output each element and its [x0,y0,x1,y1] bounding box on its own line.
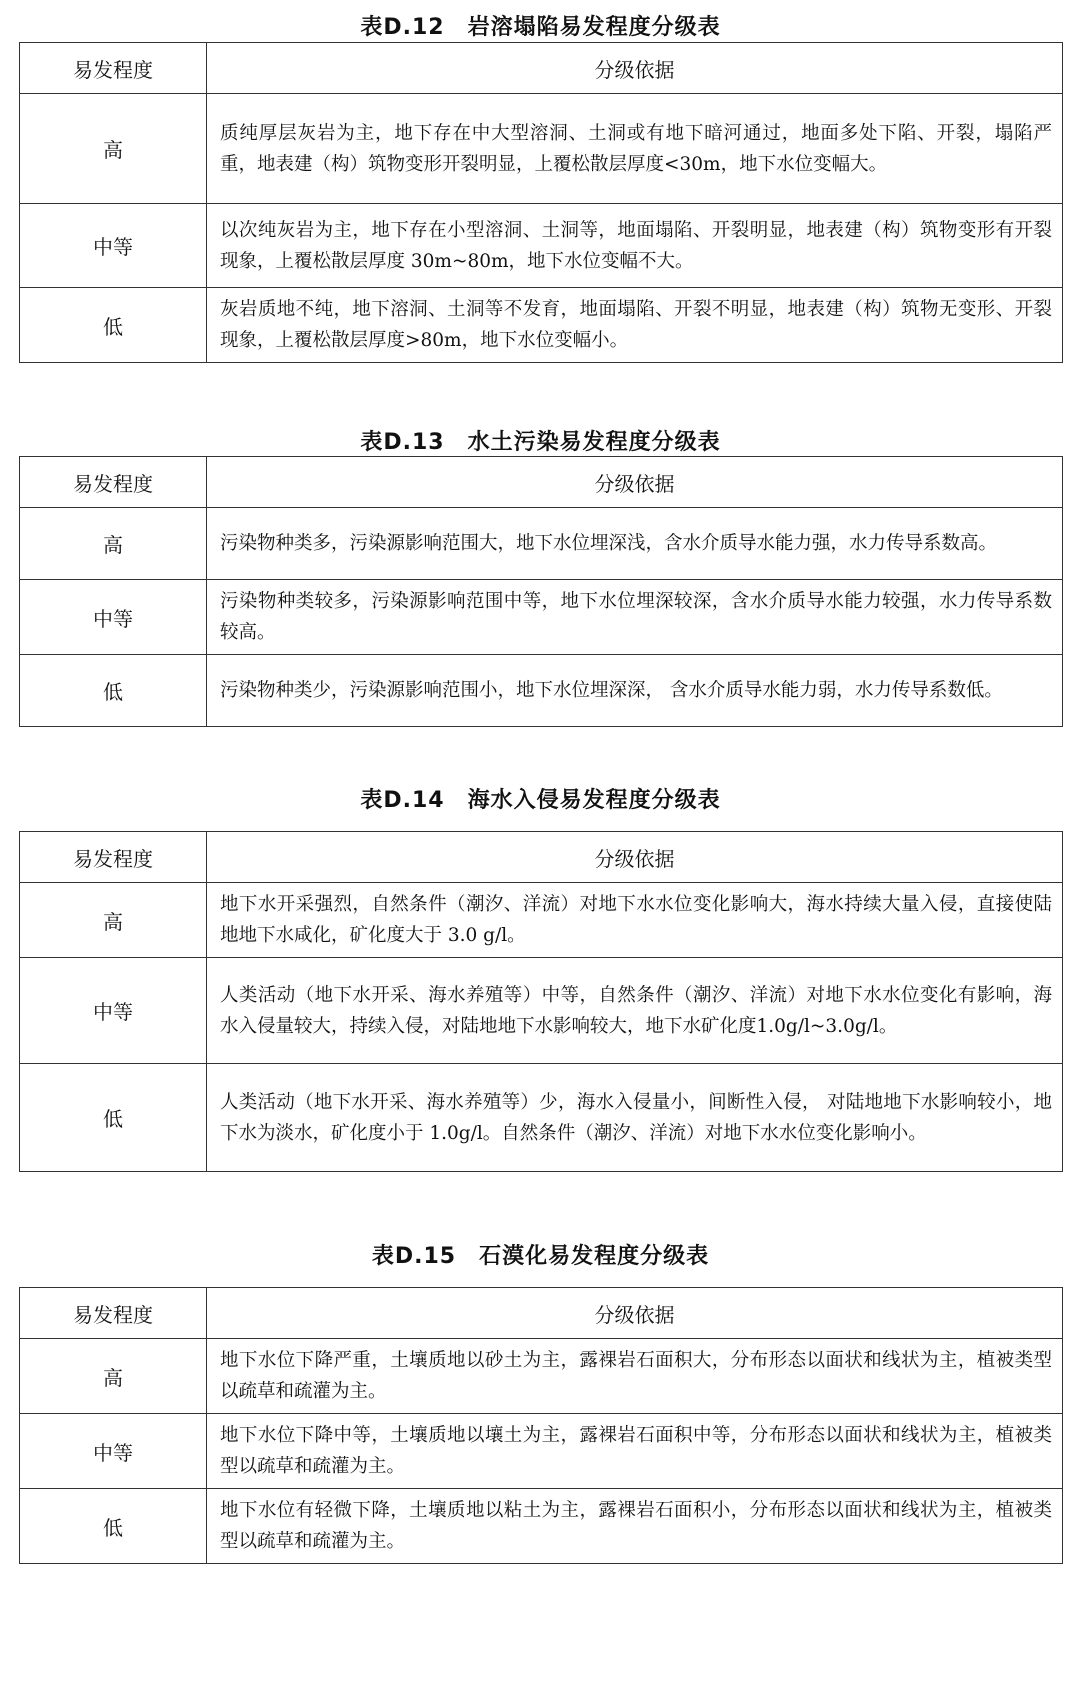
table-header-row [20,1288,1063,1339]
table-row [20,1339,1063,1414]
level-cell: 中等 [20,1414,207,1489]
header-level: 易发程度 [20,43,207,94]
table-row [20,958,1063,1064]
level-cell: 高 [20,1339,207,1414]
table-row [20,1414,1063,1489]
basis-cell: 地下水位下降中等，土壤质地以壤土为主，露裸岩石面积中等，分布形态以面状和线状为主，植被类型以疏草和疏灌为主。 [207,1414,1063,1489]
level-cell: 高 [20,94,207,204]
table-title: 表D.12 岩溶塌陷易发程度分级表 [360,15,721,40]
classification-table [19,456,1063,727]
table-row [20,883,1063,958]
table-row [20,204,1063,288]
header-basis: 分级依据 [207,43,1063,94]
table-title: 表D.13 水土污染易发程度分级表 [360,430,721,455]
header-basis: 分级依据 [207,832,1063,883]
level-cell: 低 [20,288,207,363]
basis-cell: 污染物种类较多，污染源影响范围中等，地下水位埋深较深，含水介质导水能力较强，水力传导系数较高。 [207,580,1063,655]
level-cell: 低 [20,1064,207,1172]
basis-cell: 灰岩质地不纯，地下溶洞、土洞等不发育，地面塌陷、开裂不明显，地表建（构）筑物无变形、开裂现象，上覆松散层厚度>80m，地下水位变幅小。 [207,288,1063,363]
basis-cell: 污染物种类多，污染源影响范围大，地下水位埋深浅，含水介质导水能力强，水力传导系数高。 [207,508,1063,580]
basis-cell: 地下水位有轻微下降，土壤质地以粘土为主，露裸岩石面积小，分布形态以面状和线状为主，植被类型以疏草和疏灌为主。 [207,1489,1063,1564]
header-level: 易发程度 [20,1288,207,1339]
table-row [20,655,1063,727]
header-basis: 分级依据 [207,1288,1063,1339]
table-row [20,508,1063,580]
table-row [20,580,1063,655]
basis-cell: 地下水位下降严重，土壤质地以砂土为主，露裸岩石面积大，分布形态以面状和线状为主，植被类型以疏草和疏灌为主。 [207,1339,1063,1414]
table-title: 表D.14 海水入侵易发程度分级表 [360,788,721,813]
header-level: 易发程度 [20,832,207,883]
table-row [20,1064,1063,1172]
classification-table [19,42,1063,363]
basis-cell: 污染物种类少，污染源影响范围小，地下水位埋深深， 含水介质导水能力弱，水力传导系数低。 [207,655,1063,727]
level-cell: 低 [20,1489,207,1564]
classification-table [19,1287,1063,1564]
table-row [20,288,1063,363]
level-cell: 中等 [20,204,207,288]
basis-cell: 以次纯灰岩为主，地下存在小型溶洞、土洞等，地面塌陷、开裂明显，地表建（构）筑物变形有开裂现象，上覆松散层厚度 30m~80m，地下水位变幅不大。 [207,204,1063,288]
level-cell: 中等 [20,958,207,1064]
level-cell: 高 [20,883,207,958]
basis-cell: 人类活动（地下水开采、海水养殖等）中等，自然条件（潮汐、洋流）对地下水水位变化有影响，海水入侵量较大，持续入侵，对陆地地下水影响较大，地下水矿化度1.0g/l~3.0g/l。 [207,958,1063,1064]
level-cell: 低 [20,655,207,727]
basis-cell: 地下水开采强烈，自然条件（潮汐、洋流）对地下水水位变化影响大，海水持续大量入侵，直接使陆地地下水咸化，矿化度大于 3.0 g/l。 [207,883,1063,958]
basis-cell: 质纯厚层灰岩为主，地下存在中大型溶洞、土洞或有地下暗河通过，地面多处下陷、开裂，塌陷严重，地表建（构）筑物变形开裂明显，上覆松散层厚度<30m，地下水位变幅大。 [207,94,1063,204]
level-cell: 高 [20,508,207,580]
basis-cell: 人类活动（地下水开采、海水养殖等）少，海水入侵量小，间断性入侵， 对陆地地下水影响较小，地下水为淡水，矿化度小于 1.0g/l。自然条件（潮汐、洋流）对地下水水位变化影响小。 [207,1064,1063,1172]
table-header-row [20,43,1063,94]
classification-table [19,831,1063,1172]
table-row [20,1489,1063,1564]
table-title: 表D.15 石漠化易发程度分级表 [371,1244,710,1269]
header-basis: 分级依据 [207,457,1063,508]
table-row [20,94,1063,204]
table-header-row [20,457,1063,508]
header-level: 易发程度 [20,457,207,508]
level-cell: 中等 [20,580,207,655]
table-header-row [20,832,1063,883]
